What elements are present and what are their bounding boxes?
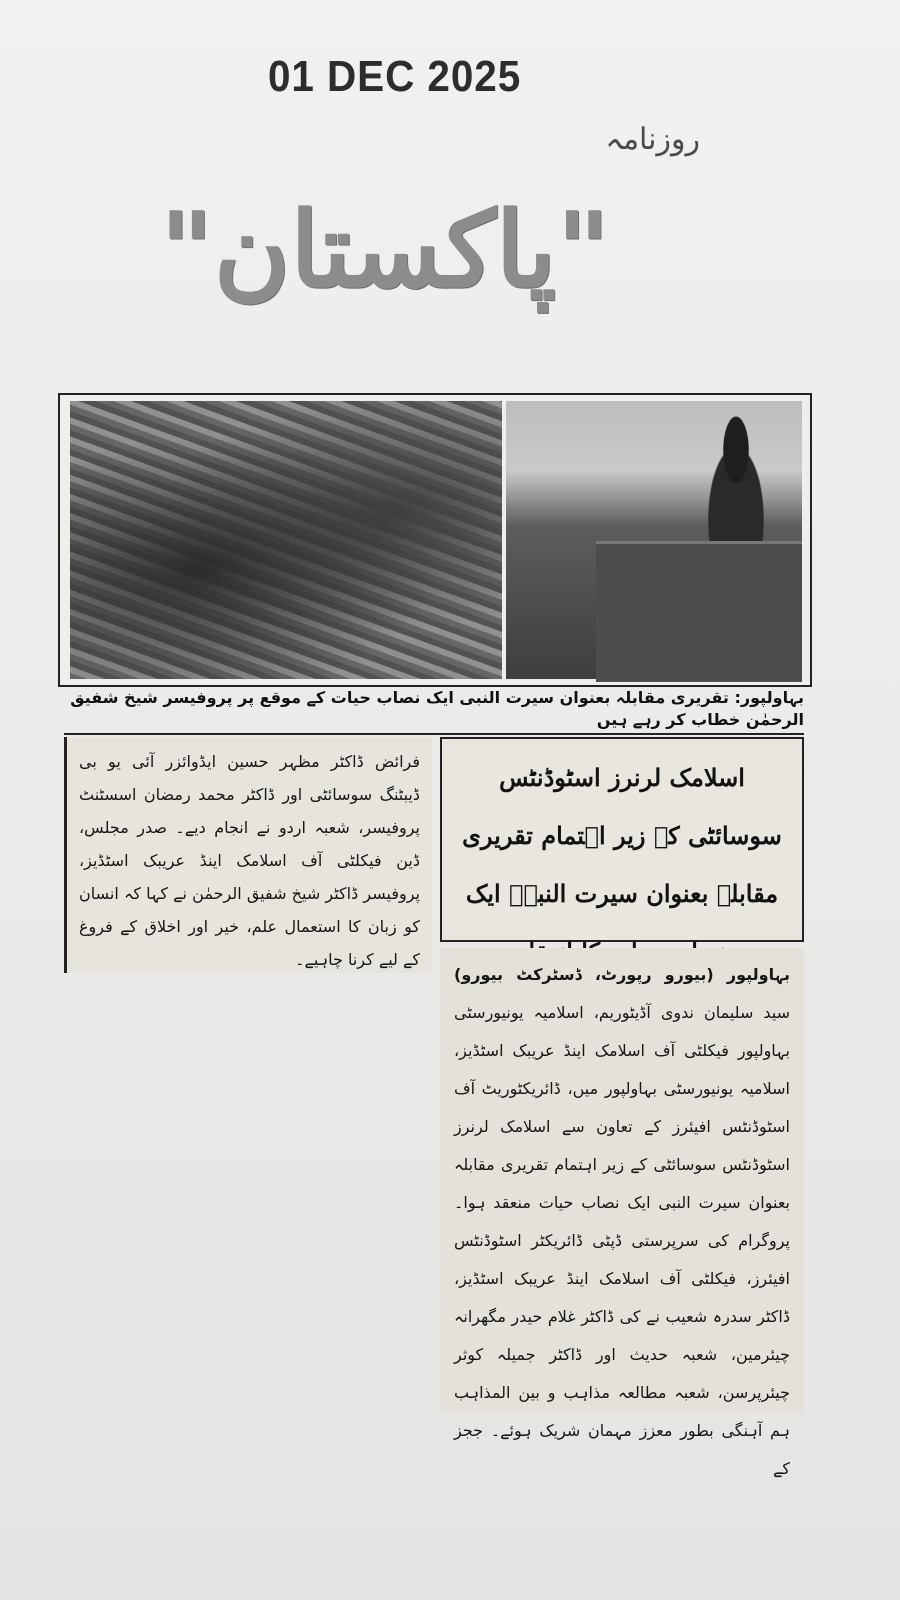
newspaper-masthead: "پاکستان" bbox=[159, 188, 611, 311]
date-stamp: 01 DEC 2025 bbox=[268, 52, 522, 101]
podium bbox=[596, 541, 802, 682]
article-column-continued: فرائض ڈاکٹر مظہر حسین ایڈوائزر آئی یو بی ڈیبٹنگ سوسائٹی اور ڈاکٹر محمد رمضان اسسٹنٹ پروفیسر، شعبہ اردو نے انجام دیے۔ صدر مجلس، ڈین فیکلٹی آف اسلامک اینڈ عریبک اسٹڈیز، پروفیسر ڈاکٹر شیخ شفیق الرحمٰن نے کہا کہ انسان کو زبان کا استعمال علم، خیر اور اخلاق کے فروغ کے لیے کرنا چاہیے۔ bbox=[64, 737, 432, 973]
photo-caption: بہاولپور: تقریری مقابلہ بعنوان سیرت النبی ایک نصاب حیات کے موقع پر پروفیسر شیخ شفیق الرحمٰن خطاب کر رہے ہیں bbox=[64, 687, 804, 735]
speaker-figure bbox=[696, 415, 776, 555]
article-body: سید سلیمان ندوی آڈیٹوریم، اسلامیہ یونیورسٹی بہاولپور فیکلٹی آف اسلامک اینڈ عریبک اسٹڈیز، اسلامیہ یونیورسٹی بہاولپور میں، ڈائریکٹوریٹ آف اسٹوڈنٹس افیئرز کے تعاون سے اسلامک لرنرز اسٹوڈنٹس سوسائٹی کے زیر اہتمام تقریری مقابلہ بعنوان سیرت النبی ایک نصاب حیات منعقد ہوا۔ پروگرام کی سرپرستی ڈپٹی ڈائریکٹر اسٹوڈنٹس افیئرز، فیکلٹی آف اسلامک اینڈ عریبک اسٹڈیز، ڈاکٹر سدرہ شعیب نے کی ڈاکٹر غلام حیدر مگھرانہ چیئرمین، شعبہ حدیث اور ڈاکٹر جمیلہ کوثر چیئرپرسن، شعبہ مطالعہ مذاہب و بین المذاہب ہم آہنگی بطور معزز مہمان شریک ہوئے۔ ججز کے bbox=[454, 1003, 790, 1478]
speaker-photo bbox=[506, 401, 802, 679]
article-dateline: بہاولپور (بیورو رپورٹ، ڈسٹرکٹ بیورو) bbox=[454, 965, 790, 984]
audience-photo bbox=[70, 401, 502, 679]
article-column-main bbox=[440, 948, 804, 1478]
news-photo bbox=[58, 393, 812, 687]
masthead-subtitle: روزنامہ bbox=[605, 122, 700, 157]
article-headline: اسلامک لرنرز اسٹوڈنٹس سوسائٹی کے زیر اہتمام تقریری مقابلہ بعنوان سیرت النبیؐ ایک bbox=[440, 737, 804, 942]
